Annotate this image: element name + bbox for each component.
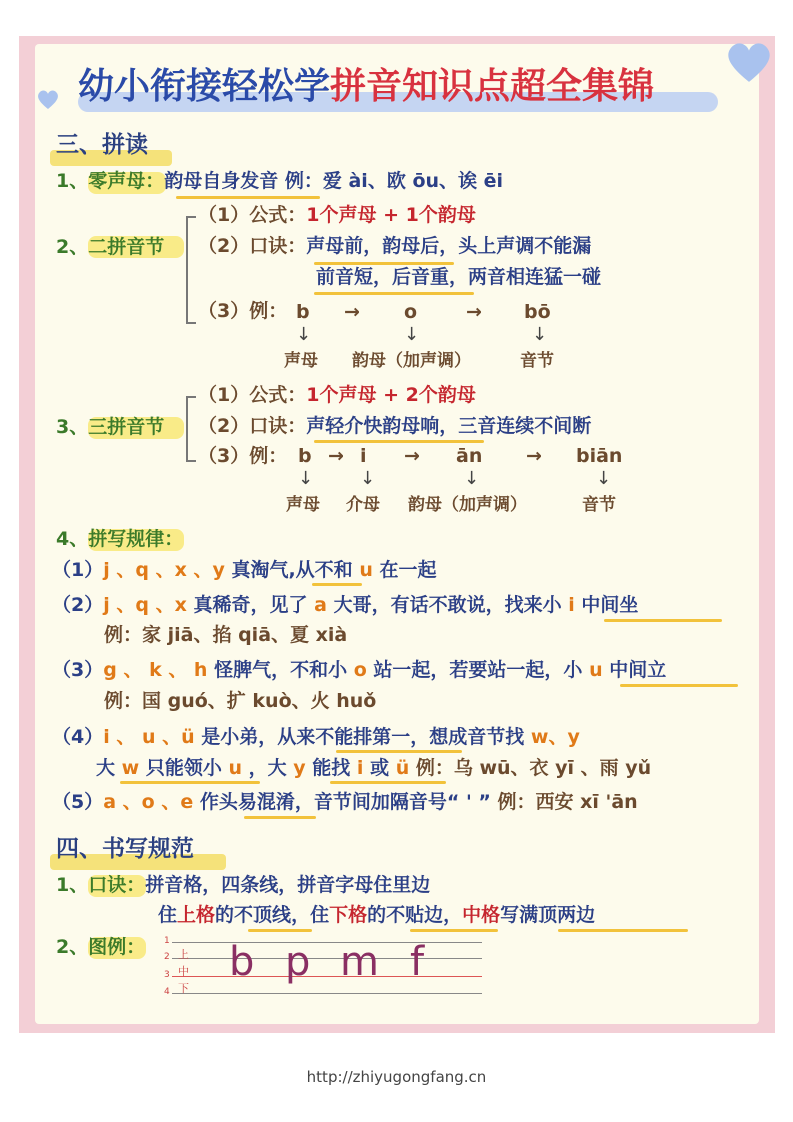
formula-line: （1）公式：1个声母 + 1个韵母 bbox=[198, 204, 476, 226]
rhyme-line: （2）口诀：声轻介快韵母响，三音连续不间断 bbox=[198, 415, 592, 437]
footer-url[interactable]: http://zhiyugongfang.cn bbox=[306, 1068, 487, 1086]
down-arrow-icon: ↓ bbox=[532, 324, 548, 345]
down-arrow-icon: ↓ bbox=[596, 468, 612, 489]
underline bbox=[330, 781, 446, 784]
staff-line bbox=[172, 976, 482, 977]
rhyme-line-2: 前音短，后音重，两音相连猛一碰 bbox=[316, 266, 602, 288]
example-label: （3）例： bbox=[198, 445, 288, 467]
staff-letter: b bbox=[229, 939, 255, 985]
diagram-label: 2、图例： bbox=[56, 936, 146, 958]
writing-rhyme-line-2: 住上格的不顶线，住下格的不贴边，中格写满顶两边 bbox=[158, 904, 596, 926]
example-role: 韵母（加声调） bbox=[408, 495, 527, 515]
example-role: 介母 bbox=[346, 495, 380, 515]
staff-line bbox=[172, 942, 482, 943]
brace bbox=[186, 396, 196, 462]
staff-line-number: 1 bbox=[164, 936, 170, 946]
underline bbox=[558, 929, 688, 932]
example-arrow: → bbox=[328, 445, 344, 467]
staff-line-number: 2 bbox=[164, 952, 170, 962]
example-role: 音节 bbox=[582, 495, 616, 515]
example-letter: b bbox=[296, 301, 310, 323]
spelling-rules-label: 4、拼写规律： bbox=[56, 528, 184, 550]
down-arrow-icon: ↓ bbox=[298, 468, 314, 489]
underline bbox=[314, 292, 474, 295]
staff-line-number: 4 bbox=[164, 987, 170, 997]
example-role: 声母 bbox=[286, 495, 320, 515]
example-role: 韵母（加声调） bbox=[352, 351, 471, 371]
down-arrow-icon: ↓ bbox=[404, 324, 420, 345]
rule-2-example: 例：家 jiā、掐 qiā、夏 xià bbox=[104, 624, 348, 646]
example-letter: o bbox=[404, 301, 418, 323]
staff-letter: m bbox=[340, 939, 379, 985]
section-heading: 三、拼读 bbox=[56, 132, 148, 158]
example-arrow: → bbox=[526, 445, 542, 467]
rule-2: （2）j 、q 、x 真稀奇，见了 a 大哥，有话不敢说，找来小 i 中间坐 bbox=[52, 594, 639, 616]
example-letter: b bbox=[298, 445, 312, 467]
heart-icon bbox=[724, 38, 774, 84]
underline bbox=[248, 929, 312, 932]
staff-line bbox=[172, 958, 482, 959]
example-label: （3）例： bbox=[198, 300, 288, 322]
brace bbox=[186, 216, 196, 324]
heart-icon bbox=[36, 88, 60, 110]
example-role: 声母 bbox=[284, 351, 318, 371]
example-letter: biān bbox=[576, 445, 623, 467]
underline bbox=[410, 929, 498, 932]
underline bbox=[176, 196, 320, 199]
example-letter: ān bbox=[456, 445, 483, 467]
three-syllable-label: 3、三拼音节 bbox=[56, 416, 165, 438]
down-arrow-icon: ↓ bbox=[464, 468, 480, 489]
down-arrow-icon: ↓ bbox=[296, 324, 312, 345]
rule-1: （1）j 、q 、x 、y 真淘气,从不和 u 在一起 bbox=[52, 559, 437, 581]
example-role: 音节 bbox=[520, 351, 554, 371]
staff-zone-label: 中 bbox=[178, 965, 189, 978]
staff-line bbox=[172, 993, 482, 994]
staff-letter: p bbox=[285, 939, 311, 985]
rule-4-line-2: 大 w 只能领小 u ，大 y 能找 i 或 ü 例：乌 wū、衣 yī 、雨 yǔ bbox=[96, 757, 652, 779]
rule-5: （5）a 、o 、e 作头易混淆，音节间加隔音号“ ' ” 例：西安 xī 'ān bbox=[52, 791, 638, 813]
example-arrow: → bbox=[466, 301, 482, 323]
underline bbox=[604, 619, 722, 622]
staff-letter: f bbox=[410, 939, 425, 985]
down-arrow-icon: ↓ bbox=[360, 468, 376, 489]
underline bbox=[620, 684, 738, 687]
formula-line: （1）公式：1个声母 + 2个韵母 bbox=[198, 384, 476, 406]
two-syllable-label: 2、二拼音节 bbox=[56, 236, 165, 258]
staff-line-number: 3 bbox=[164, 970, 170, 980]
page-title: 幼小衔接轻松学拼音知识点超全集锦 bbox=[78, 66, 655, 107]
underline bbox=[336, 750, 462, 753]
example-arrow: → bbox=[404, 445, 420, 467]
underline bbox=[244, 816, 316, 819]
zero-initial-line: 1、零声母：韵母自身发音 例：爱 ài、欧 ōu、诶 ēi bbox=[56, 170, 504, 192]
rule-4: （4）i 、 u 、ü 是小弟，从来不能排第一，想成音节找 w、y bbox=[52, 726, 580, 748]
underline bbox=[120, 781, 260, 784]
rhyme-line: （2）口诀：声母前，韵母后，头上声调不能漏 bbox=[198, 235, 592, 257]
section-heading: 四、书写规范 bbox=[56, 836, 194, 862]
rule-3-example: 例：国 guó、扩 kuò、火 huǒ bbox=[104, 690, 377, 712]
staff-zone-label: 上 bbox=[178, 948, 189, 961]
rule-3: （3）g 、 k 、 h 怪脾气，不和小 o 站一起，若要站一起，小 u 中间立 bbox=[52, 659, 667, 681]
example-arrow: → bbox=[344, 301, 360, 323]
underline bbox=[312, 583, 362, 586]
staff-zone-label: 下 bbox=[178, 982, 189, 995]
example-letter: i bbox=[360, 445, 367, 467]
writing-rhyme-line: 1、口诀：拼音格，四条线，拼音字母住里边 bbox=[56, 874, 431, 896]
example-letter: bō bbox=[524, 301, 551, 323]
